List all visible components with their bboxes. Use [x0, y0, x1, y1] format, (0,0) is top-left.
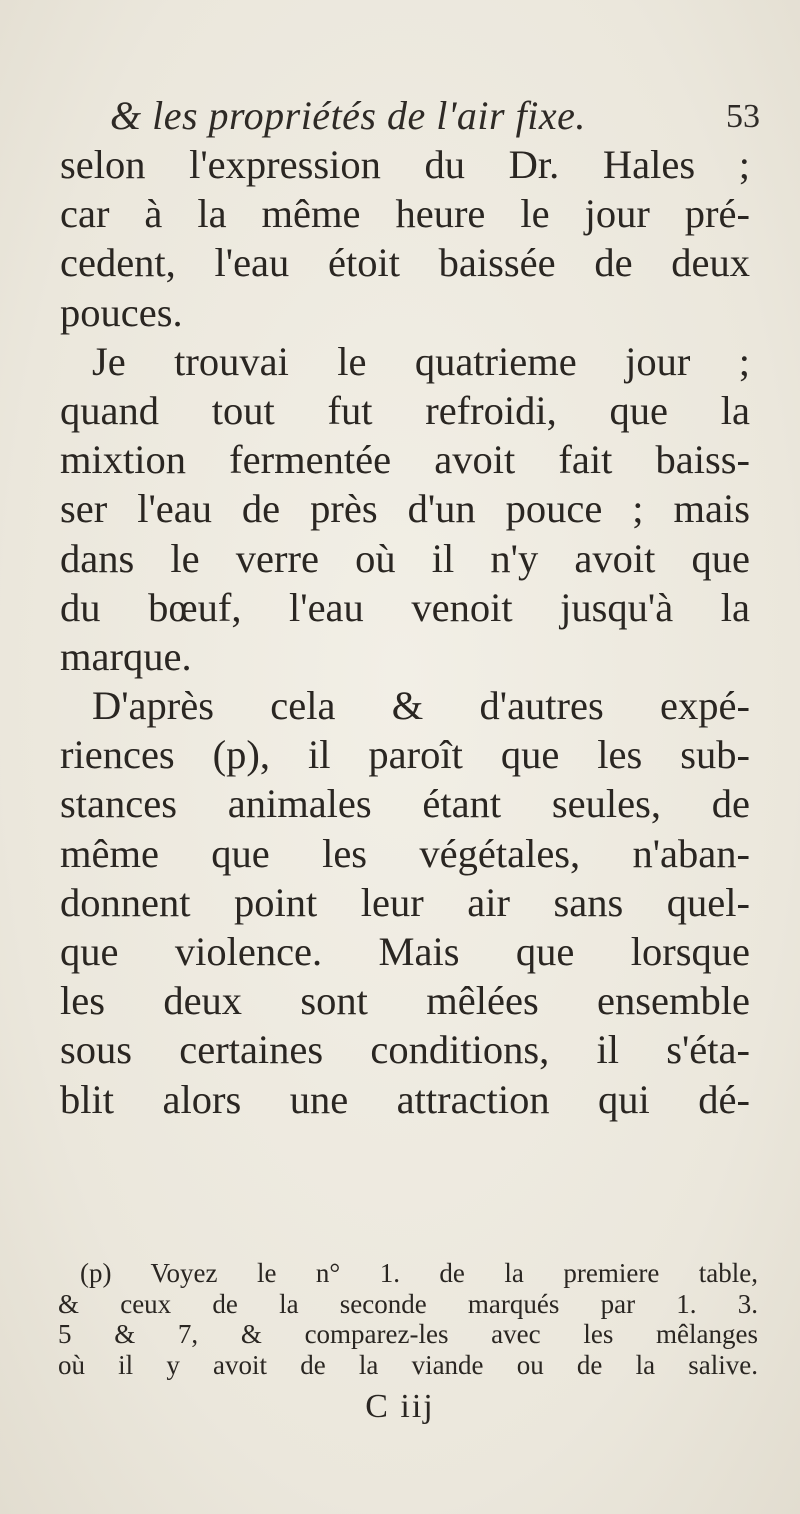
page-header [110, 92, 760, 140]
text-line: pouces. [60, 289, 183, 335]
text-line: mixtion fermentée avoit fait baiss- [60, 437, 750, 483]
footnote-line: (p) Voyez le n° 1. de la premiere table, [80, 1258, 758, 1288]
text-line: selon l'expression du Dr. Hales ; [60, 142, 750, 187]
text-line: marque. [60, 633, 192, 679]
text-line: D'après cela & d'autres expé- [92, 683, 750, 729]
text-line: stances animales étant seules, de [60, 781, 750, 827]
page-number: 53 [726, 98, 760, 135]
text-line: quand tout fut refroidi, que la [60, 387, 750, 433]
text-line: ser l'eau de près d'un pouce ; mais [60, 486, 750, 532]
text-line: que violence. Mais que lorsque [60, 929, 750, 974]
text-line: riences (p), il paroît que les sub- [60, 732, 750, 778]
footnote-line: & ceux de la seconde marqués par 1. 3. [58, 1288, 758, 1319]
text-line: blit alors une attraction qui dé- [60, 1076, 750, 1122]
text-line: les deux sont mêlées ensemble [60, 978, 750, 1024]
text-line: même que les végétales, n'aban- [60, 830, 750, 876]
text-line: sous certaines conditions, il s'éta- [60, 1027, 750, 1073]
body-text [60, 140, 750, 1124]
text-line: Je trouvai le quatrieme jour ; [92, 338, 750, 384]
footnote [58, 1258, 758, 1380]
footnote-line: 5 & 7, & comparez-les avec les mêlanges [58, 1319, 758, 1349]
text-line: cedent, l'eau étoit baissée de deux [60, 240, 750, 286]
text-line: donnent point leur air sans quel- [60, 879, 750, 925]
running-head: & les propriétés de l'air fixe. [110, 93, 586, 138]
text-line: dans le verre où il n'y avoit que [60, 535, 750, 581]
signature-mark: C iij [365, 1388, 435, 1425]
text-line: car à la même heure le jour pré- [60, 191, 750, 237]
footnote-line: où il y avoit de la viande ou de la salive. [58, 1349, 758, 1380]
text-line: du bœuf, l'eau venoit jusqu'à la [60, 584, 750, 630]
